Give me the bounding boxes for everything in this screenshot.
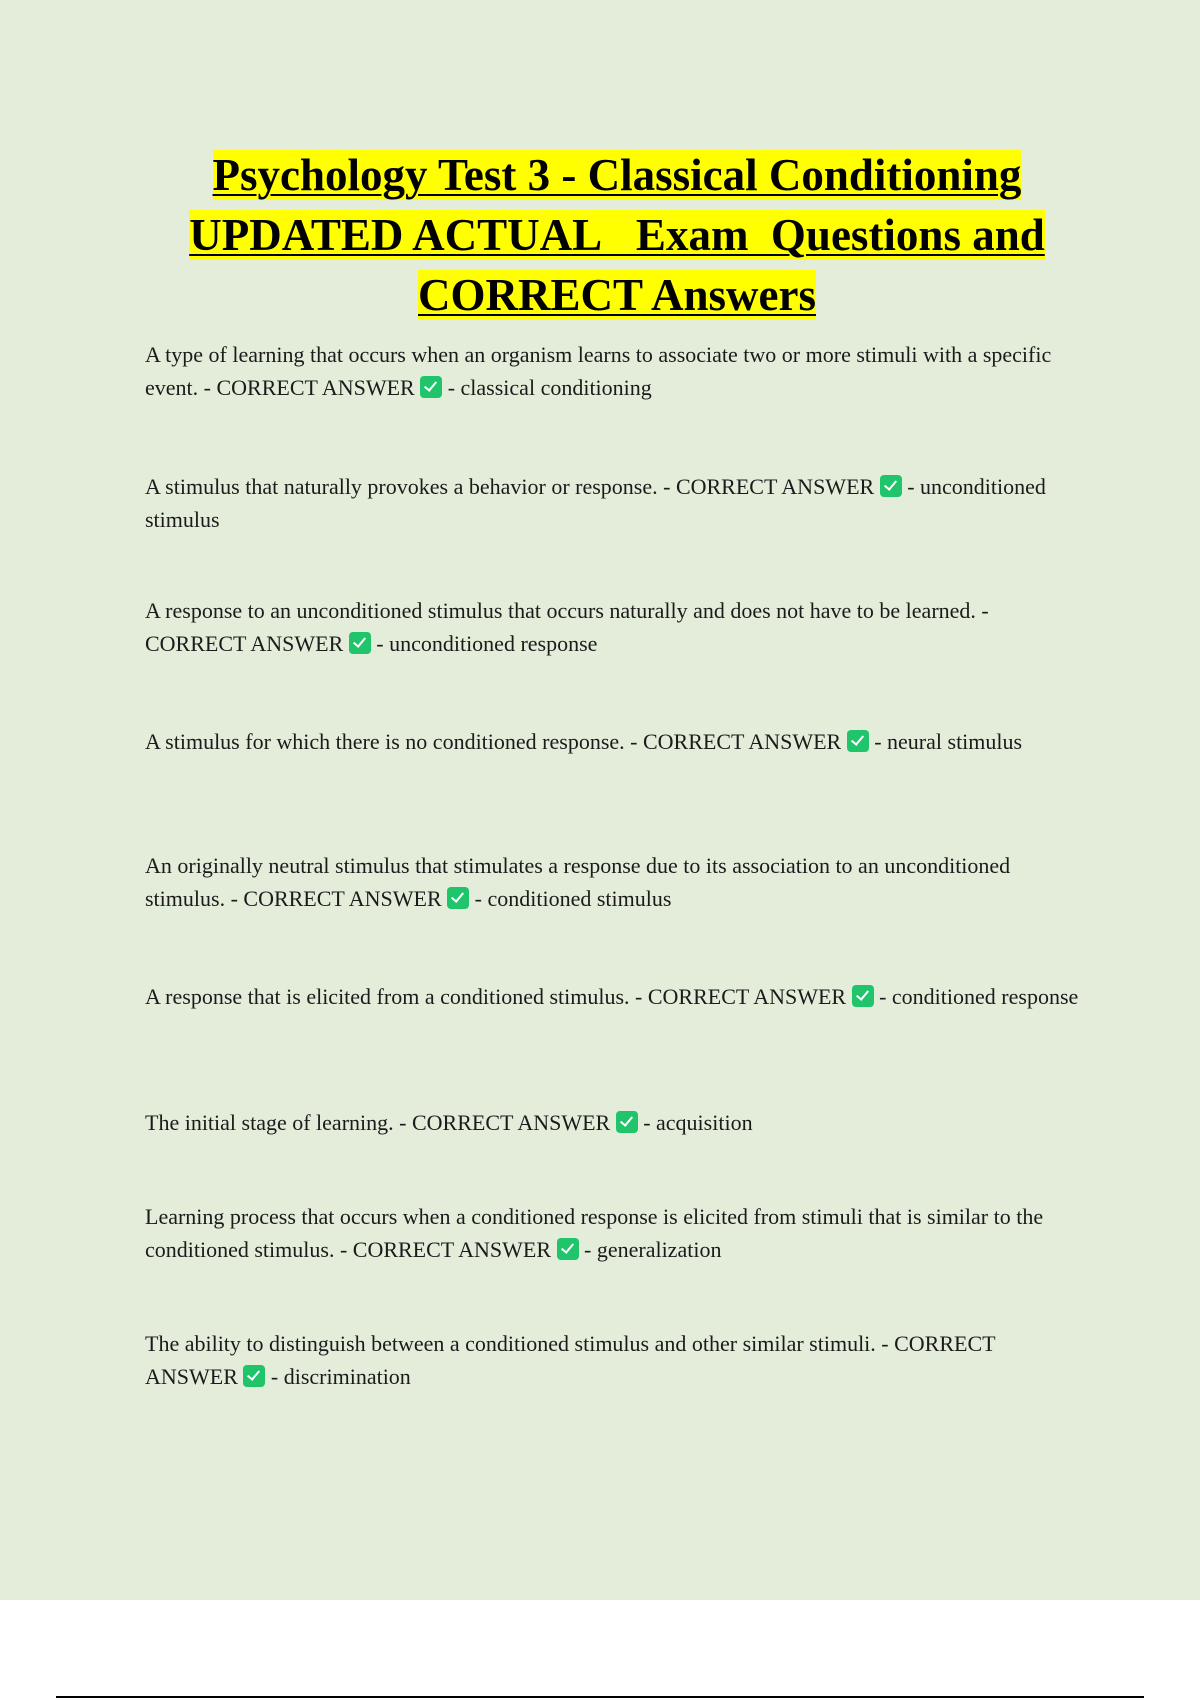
qa-item-4 (145, 725, 1090, 758)
answer-text: - classical conditioning (442, 375, 652, 400)
title-line-1: Psychology Test 3 - Classical Conditioning (212, 150, 1022, 200)
answer-text: - neural stimulus (868, 729, 1023, 754)
answer-text: - discrimination (265, 1364, 411, 1389)
question-text: A type of learning that occurs when an organism learns to associate two or more stimuli with a specific event. - CORRECT ANSWER (145, 342, 1052, 400)
check-icon (447, 887, 469, 909)
qa-item-1 (145, 338, 1090, 404)
question-text: An originally neutral stimulus that stimulates a response due to its association to an unconditioned stimulus. - CORRECT ANSWER (145, 853, 1011, 911)
qa-item-3 (145, 594, 1090, 660)
title-line-3: CORRECT Answers (418, 270, 816, 320)
answer-text: - conditioned response (873, 984, 1079, 1009)
title-line-2: UPDATED ACTUAL Exam Questions and (189, 210, 1045, 260)
question-text: Learning process that occurs when a conditioned response is elicited from stimuli that is similar to the conditioned stimulus. - CORRECT ANSWER (145, 1204, 1044, 1262)
check-icon (557, 1238, 579, 1260)
check-icon (349, 632, 371, 654)
question-text: The initial stage of learning. - CORRECT ANSWER (145, 1110, 611, 1135)
answer-text: - unconditioned response (370, 631, 598, 656)
answer-text: - generalization (578, 1237, 722, 1262)
qa-item-6 (145, 980, 1090, 1013)
question-text: The ability to distinguish between a conditioned stimulus and other similar stimuli. - CORRECT ANSWER (145, 1331, 996, 1389)
check-icon (852, 985, 874, 1007)
check-icon (847, 730, 869, 752)
answer-text: - conditioned stimulus (469, 886, 672, 911)
answer-text: - unconditioned stimulus (145, 474, 1046, 532)
check-icon (616, 1111, 638, 1133)
question-text: A response to an unconditioned stimulus that occurs naturally and does not have to be learned. - CORRECT ANSWER (145, 598, 989, 656)
qa-item-8 (145, 1200, 1090, 1266)
qa-item-9 (145, 1327, 1090, 1393)
footer-rule (56, 1696, 1144, 1698)
question-text: A stimulus that naturally provokes a behavior or response. - CORRECT ANSWER (145, 474, 875, 499)
question-text: A stimulus for which there is no conditioned response. - CORRECT ANSWER (145, 729, 842, 754)
question-text: A response that is elicited from a conditioned stimulus. - CORRECT ANSWER (145, 984, 847, 1009)
qa-item-7 (145, 1106, 1090, 1139)
qa-item-5 (145, 849, 1090, 915)
check-icon (880, 475, 902, 497)
qa-item-2 (145, 470, 1090, 536)
document-title (100, 145, 1134, 325)
check-icon (420, 376, 442, 398)
check-icon (243, 1365, 265, 1387)
answer-text: - acquisition (637, 1110, 753, 1135)
